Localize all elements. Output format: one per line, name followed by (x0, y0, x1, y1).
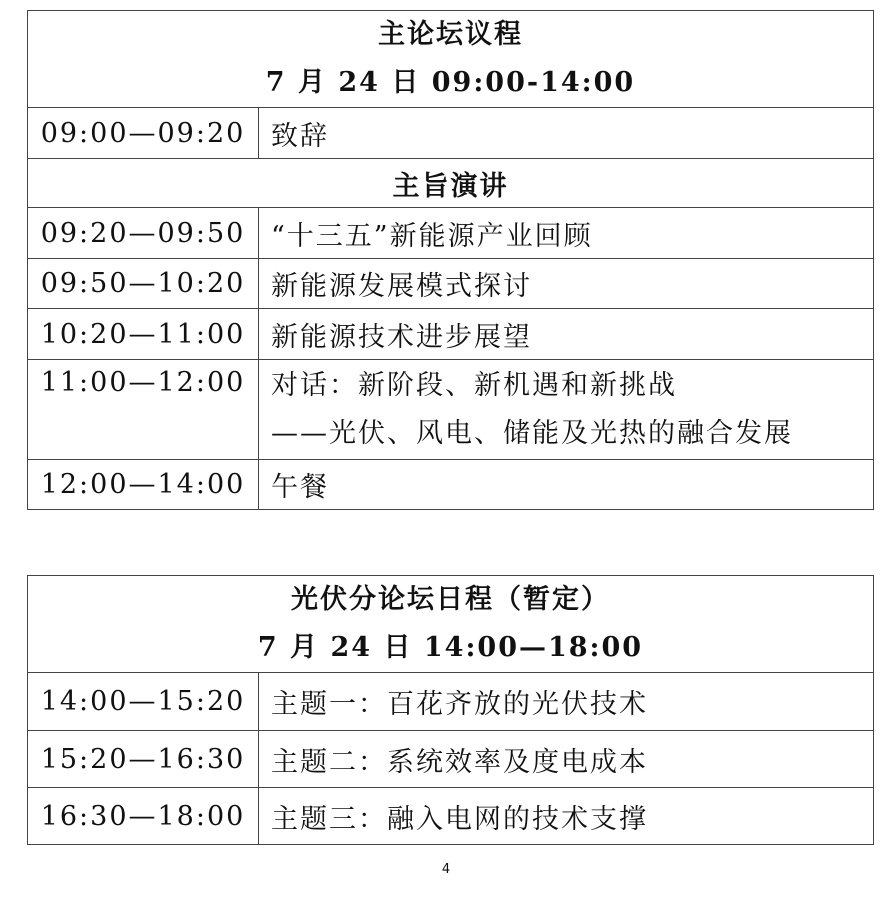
item-cell: 主题三：融入电网的技术支撑 (259, 788, 874, 845)
main-forum-header-row (28, 11, 874, 108)
table-row (28, 208, 874, 259)
pv-forum-date: 7 月 24 日 14:00—18:00 (257, 632, 644, 663)
main-forum-table (27, 10, 874, 510)
time-cell: 11:00—12:00 (28, 360, 259, 460)
main-forum-header (28, 11, 874, 108)
pv-forum-header (28, 576, 874, 673)
item-cell: 新能源发展模式探讨 (259, 259, 874, 309)
item-cell: 午餐 (259, 460, 874, 510)
section-header-row (28, 159, 874, 208)
time-cell: 15:20—16:30 (28, 731, 259, 788)
pv-forum-header-row (28, 576, 874, 673)
page-number: 4 (441, 862, 451, 877)
item-cell: 主题一：百花齐放的光伏技术 (259, 673, 874, 731)
time-cell: 09:50—10:20 (28, 259, 259, 309)
table-row (28, 460, 874, 510)
table-row (28, 673, 874, 731)
time-cell: 12:00—14:00 (28, 460, 259, 510)
pv-forum-title: 光伏分论坛日程（暂定） (291, 584, 610, 615)
item-cell: 新能源技术进步展望 (259, 309, 874, 360)
dialogue-line-1: 对话：新阶段、新机遇和新挑战 (271, 369, 677, 401)
table-row (28, 108, 874, 159)
table-row (28, 788, 874, 845)
dialogue-row (28, 360, 874, 460)
main-forum-date: 7 月 24 日 09:00-14:00 (265, 67, 636, 98)
time-cell: 14:00—15:20 (28, 673, 259, 731)
time-cell: 09:20—09:50 (28, 208, 259, 259)
dialogue-line-2: ——光伏、风电、储能及光热的融合发展 (271, 417, 793, 449)
time-cell: 10:20—11:00 (28, 309, 259, 360)
keynote-section-header: 主旨演讲 (28, 159, 874, 208)
item-cell: 主题二：系统效率及度电成本 (259, 731, 874, 788)
main-forum-title: 主论坛议程 (378, 19, 523, 50)
time-cell: 09:00—09:20 (28, 108, 259, 159)
table-row (28, 731, 874, 788)
item-cell: 致辞 (259, 108, 874, 159)
table-row (28, 259, 874, 309)
pv-forum-table (27, 575, 874, 845)
table-row (28, 309, 874, 360)
item-cell: “十三五”新能源产业回顾 (259, 208, 874, 259)
time-cell: 16:30—18:00 (28, 788, 259, 845)
dialogue-item-cell (259, 360, 874, 460)
